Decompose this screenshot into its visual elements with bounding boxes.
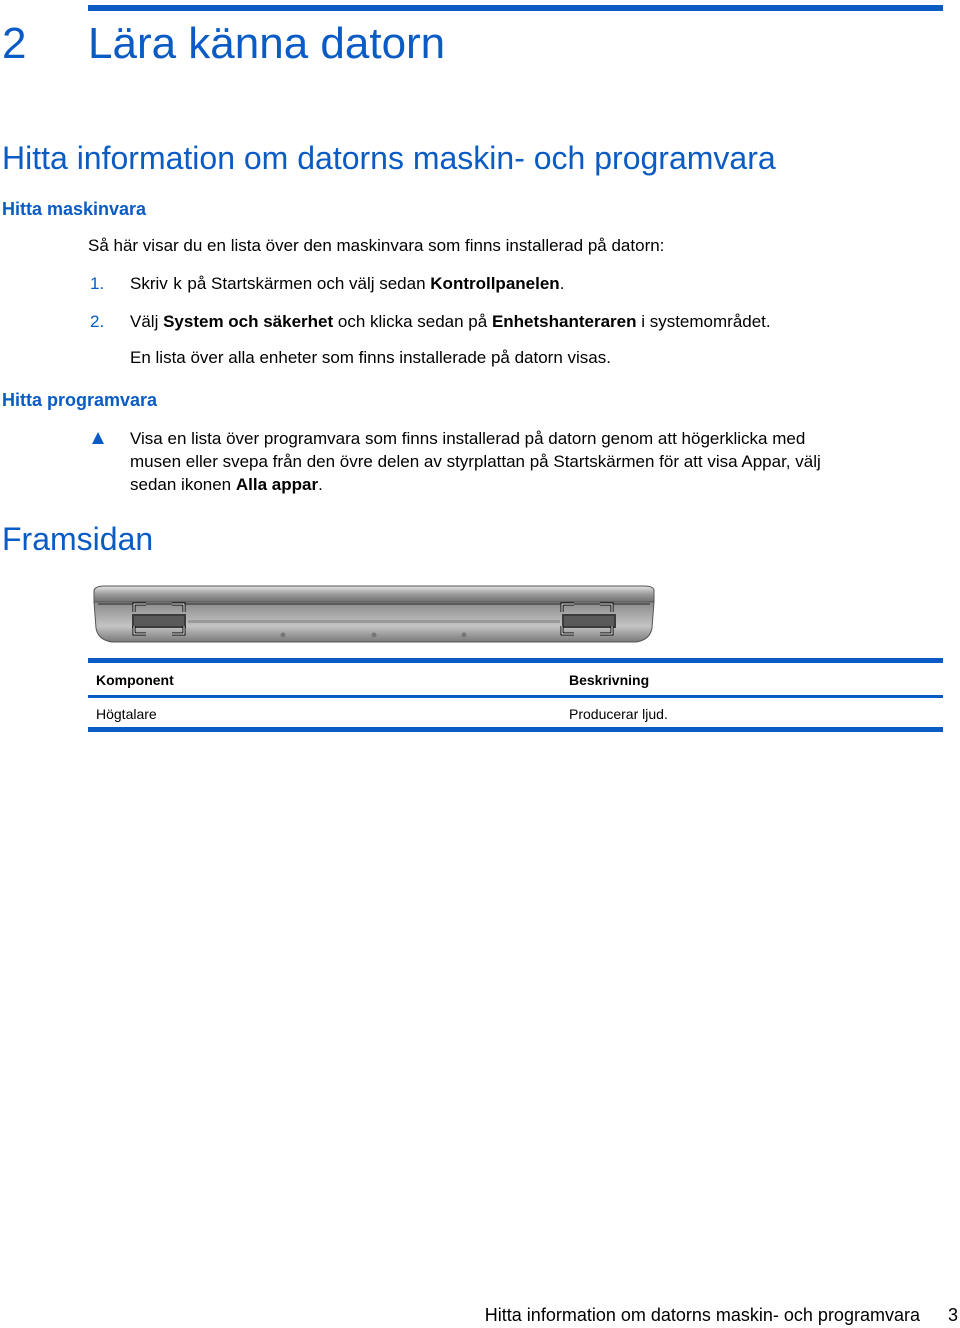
software-heading: Hitta programvara [2,390,158,410]
step-2-result: En lista över alla enheter som finns installerade på datorn visas. [130,348,611,367]
left-speaker [132,614,186,628]
hardware-heading: Hitta maskinvara [2,199,147,219]
step-1-text [130,273,564,297]
step-2-part: Välj [130,312,164,331]
step-1-part: på Startskärmen och välj sedan [182,274,431,293]
step-2-part: och klicka sedan på [333,312,492,331]
component-table [88,658,943,732]
chapter-title-text: Lära känna datorn [88,19,446,68]
step-1-part: Skriv [130,274,173,293]
table-bottom-rule [88,727,943,732]
software-line-part: sedan ikonen [130,475,236,494]
chapter-top-rule [88,5,943,11]
step-2-bold: Enhetshanteraren [491,312,637,331]
right-speaker [562,614,616,628]
step-1-bold: Kontrollpanelen [430,274,560,293]
software-line [130,473,930,496]
page-number: 3 [947,1305,958,1325]
step-1-part: . [559,274,565,293]
bullet-triangle-icon [92,432,104,444]
step-1-code: k [172,276,183,295]
table-row [88,698,943,727]
table-header-row [88,663,943,695]
software-line: Visa en lista över programvara som finns installerad på datorn genom att högerklicka med [130,429,806,448]
step-2-number: 2. [90,312,105,331]
hardware-intro: Så här visar du en lista över den maskinvara som finns installerad på datorn: [88,236,665,255]
chapter-title [2,16,445,72]
section-title: Hitta information om datorns maskin- och programvara [2,140,776,176]
front-heading: Framsidan [2,521,154,557]
step-2-text [130,311,771,333]
laptop-front-illustration [88,582,660,648]
table-cell-component: Högtalare [96,706,157,722]
software-line-bold: Alla appar [235,475,319,494]
step-2-part: i systemområdet. [636,312,771,331]
table-cell-description: Producerar ljud. [569,706,668,722]
table-header-component: Komponent [96,672,174,688]
step-1-number: 1. [90,274,105,293]
footer-text: Hitta information om datorns maskin- och programvara [484,1305,920,1325]
software-line-part: . [318,475,323,494]
chapter-number: 2 [2,19,27,68]
step-2-bold: System och säkerhet [163,312,334,331]
table-header-description: Beskrivning [569,672,650,688]
software-line: musen eller svepa från den övre delen av styrplattan på Startskärmen för att visa Appar, välj [130,452,821,471]
page-footer [485,1303,958,1327]
software-paragraph [130,427,930,496]
